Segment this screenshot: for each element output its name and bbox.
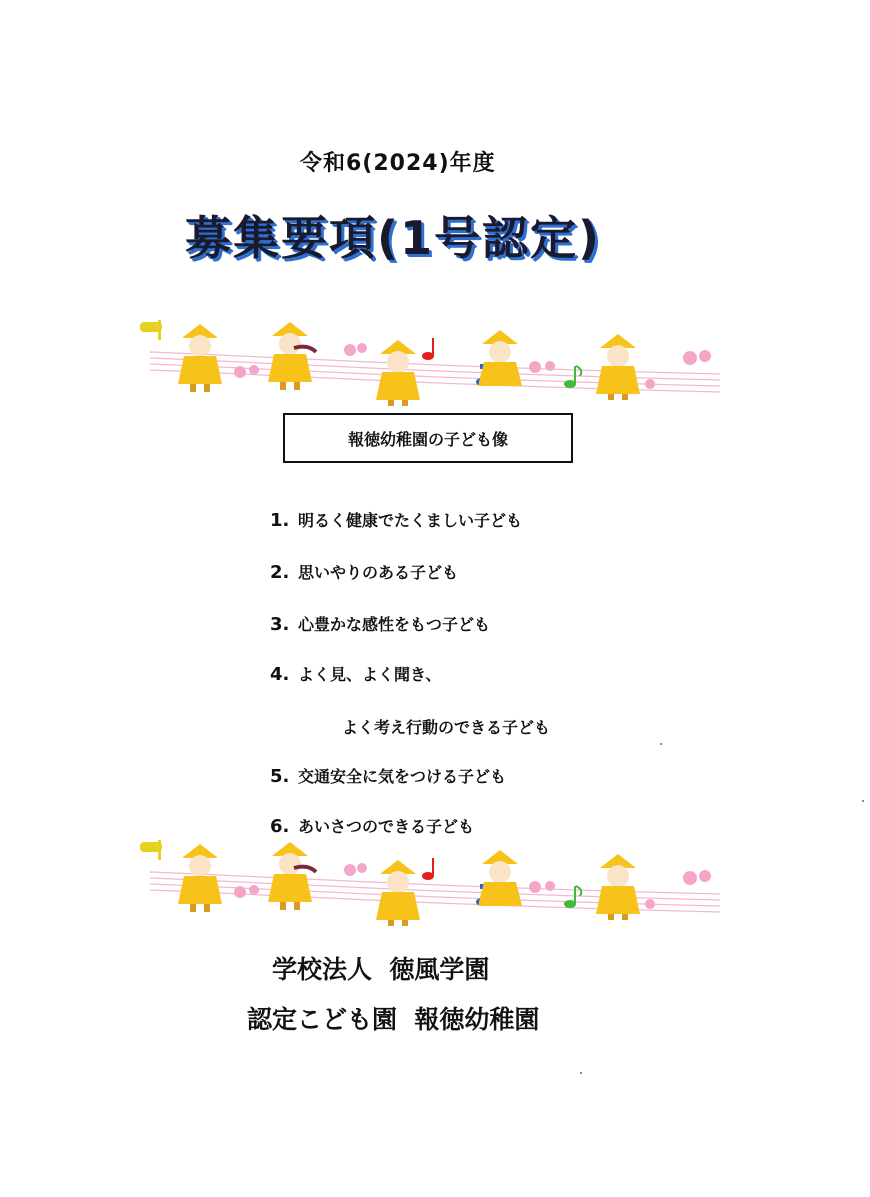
goal-number: 6.: [270, 816, 290, 837]
list-item: [270, 560, 550, 612]
ideal-child-heading: 報徳幼稚園の子ども像: [347, 429, 508, 449]
kindergarten-name: 認定こども園 報徳幼稚園: [247, 1005, 540, 1034]
goal-text-continuation: よく考え行動のできる子ども: [342, 718, 551, 737]
children-music-banner-top: [130, 312, 730, 412]
list-item: [270, 764, 550, 814]
goal-number: 2.: [270, 562, 290, 583]
goal-number: 4.: [270, 664, 290, 685]
goal-number: 3.: [270, 614, 290, 635]
goal-text: よく見、よく聞き、: [298, 665, 442, 684]
list-item: [270, 662, 550, 764]
goal-text: 交通安全に気をつける子ども: [298, 767, 507, 786]
scan-speck: [660, 743, 662, 745]
goal-number: 1.: [270, 510, 290, 531]
goal-text: 明るく健康でたくましい子ども: [298, 511, 523, 530]
goal-text: あいさつのできる子ども: [298, 817, 475, 836]
list-item: [270, 508, 550, 560]
goal-number: 5.: [270, 766, 290, 787]
children-music-banner-bottom: [130, 832, 730, 932]
goals-list: [270, 508, 550, 854]
page-title: 募集要項(1号認定): [185, 211, 602, 265]
fiscal-year: 令和6(2024)年度: [300, 151, 496, 176]
goal-text: 心豊かな感性をもつ子ども: [298, 615, 491, 634]
school-corporation-name: 学校法人 徳風学園: [272, 955, 490, 984]
scan-speck: [862, 800, 864, 802]
goal-text: 思いやりのある子ども: [298, 563, 459, 582]
list-item: [270, 612, 550, 662]
ideal-child-heading-box: [283, 413, 573, 463]
scan-speck: [580, 1072, 582, 1074]
